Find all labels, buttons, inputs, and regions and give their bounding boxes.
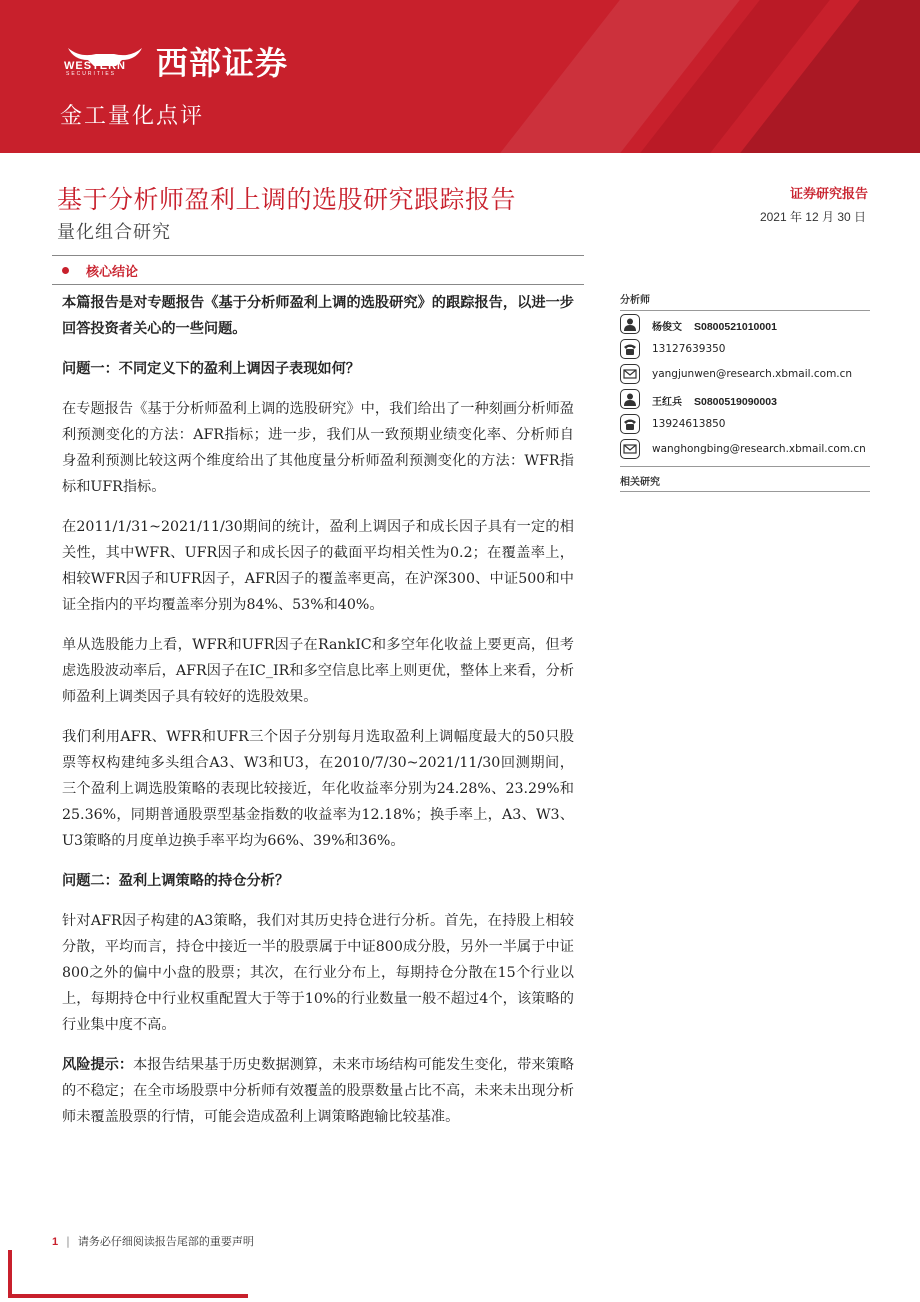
sidebar-divider xyxy=(620,310,870,311)
logo-en-sub: SECURITIES xyxy=(66,71,117,77)
analyst-cert: S0800519090003 xyxy=(694,396,777,408)
header-banner xyxy=(0,0,920,153)
question-one-heading: 问题一：不同定义下的盈利上调因子表现如何？ xyxy=(62,361,360,377)
section-divider xyxy=(52,284,584,285)
mail-icon xyxy=(620,439,640,459)
analyst-1-phone-row xyxy=(620,339,870,361)
phone-icon xyxy=(620,339,640,359)
body-paragraph: 在专题报告《基于分析师盈利上调的选股研究》中，我们给出了一种刻画分析师盈利预测变化的方法：AFR指标；进一步，我们从一致预期业绩变化率、分析师自身盈利预测比较这两个维度给出了其他度量分析师盈利预测变化的方法：WFR指标和UFR指标。 xyxy=(62,401,574,495)
report-date: 2021 年 12 月 30 日 xyxy=(759,210,866,224)
related-research-heading: 相关研究 xyxy=(620,477,660,488)
section-label: 核心结论 xyxy=(86,265,139,280)
body-paragraph: 单从选股能力上看，WFR和UFR因子在RankIC和多空年化收益上要更高，但考虑选股波动率后，AFR因子在IC_IR和多空信息比率上则更优，整体上来看，分析师盈利上调类因子具有较好的选股效果。 xyxy=(62,637,574,705)
analyst-email[interactable]: wanghongbing@research.xbmail.com.cn xyxy=(652,443,866,455)
report-category: 金工量化点评 xyxy=(60,104,205,129)
analyst-2-phone-row xyxy=(620,414,870,436)
corner-accent xyxy=(8,1250,12,1298)
analyst-email[interactable]: yangjunwen@research.xbmail.com.cn xyxy=(652,368,853,380)
main-body xyxy=(62,290,574,1144)
body-paragraph: 针对AFR因子构建的A3策略，我们对其历史持仓进行分析。首先，在持股上相较分散，平均而言，持仓中接近一半的股票属于中证800成分股，另外一半属于中证800之外的偏中小盘的股票；其次，在行业分布上，每期持仓分散在15个行业以上，每期持仓中行业权重配置大于等于10%的行业数量一般不超过4个，该策略的行业集中度不高。 xyxy=(62,913,574,1033)
page-footer xyxy=(52,1233,254,1249)
footer-separator: | xyxy=(66,1235,70,1248)
section-divider xyxy=(52,255,584,256)
report-type: 证券研究报告 xyxy=(789,187,868,202)
phone-icon xyxy=(620,414,640,434)
analyst-2-name-row xyxy=(620,389,870,411)
analyst-phone: 13924613850 xyxy=(652,418,726,430)
page-title: 基于分析师盈利上调的选股研究跟踪报告 xyxy=(57,185,517,214)
section-bullet-icon xyxy=(62,267,69,274)
lead-paragraph: 本篇报告是对专题报告《基于分析师盈利上调的选股研究》的跟踪报告，以进一步回答投资者关心的一些问题。 xyxy=(62,295,574,337)
mail-icon xyxy=(620,364,640,384)
page-number: 1 xyxy=(52,1236,59,1248)
analyst-2-email-row xyxy=(620,439,870,461)
analyst-1-email-row xyxy=(620,364,870,386)
question-two-heading: 问题二：盈利上调策略的持仓分析？ xyxy=(62,873,290,889)
risk-text: 本报告结果基于历史数据测算，未来市场结构可能发生变化，带来策略的不稳定；在全市场股票中分析师有效覆盖的股票数量占比不高，未来未出现分析师未覆盖股票的行情，可能会造成盈利上调策略跑输比较基准。 xyxy=(62,1057,574,1125)
person-icon xyxy=(620,389,640,409)
risk-label: 风险提示： xyxy=(62,1057,134,1073)
person-icon xyxy=(620,314,640,334)
analyst-1-name-row xyxy=(620,314,870,336)
analyst-name: 杨俊文 xyxy=(652,322,682,333)
analyst-name: 王红兵 xyxy=(652,397,682,408)
body-paragraph: 我们利用AFR、WFR和UFR三个因子分别每月选取盈利上调幅度最大的50只股票等权构建纯多头组合A3、W3和U3，在2010/7/30~2021/11/30回测期间，三个盈利上调选股策略的表现比较接近，年化收益率分别为24.28%、23.29%和25.36%，同期普通股票型基金指数的收益率为12.18%；换手率上，A3、W3、U3策略的月度单边换手率平均为66%、39%和36%。 xyxy=(62,729,574,849)
risk-paragraph xyxy=(62,1052,574,1130)
corner-accent xyxy=(8,1294,248,1298)
footer-notice: 请务必仔细阅读报告尾部的重要声明 xyxy=(77,1235,254,1248)
sidebar-divider xyxy=(620,491,870,492)
page-subtitle: 量化组合研究 xyxy=(57,222,171,243)
analyst-phone: 13127639350 xyxy=(652,343,726,355)
analyst-heading: 分析师 xyxy=(620,295,650,306)
analyst-cert: S0800521010001 xyxy=(694,321,777,333)
logo-en: WESTERN xyxy=(64,60,126,72)
body-paragraph: 在2011/1/31~2021/11/30期间的统计，盈利上调因子和成长因子具有一定的相关性，其中WFR、UFR因子和成长因子的截面平均相关性为0.2；在覆盖率上，相较WFR因子和UFR因子，AFR因子的覆盖率更高，在沪深300、中证500和中证全指内的平均覆盖率分别为84%、53%和40%。 xyxy=(62,519,574,613)
sidebar-divider xyxy=(620,466,870,467)
logo-cn: 西部证券 xyxy=(156,44,289,82)
